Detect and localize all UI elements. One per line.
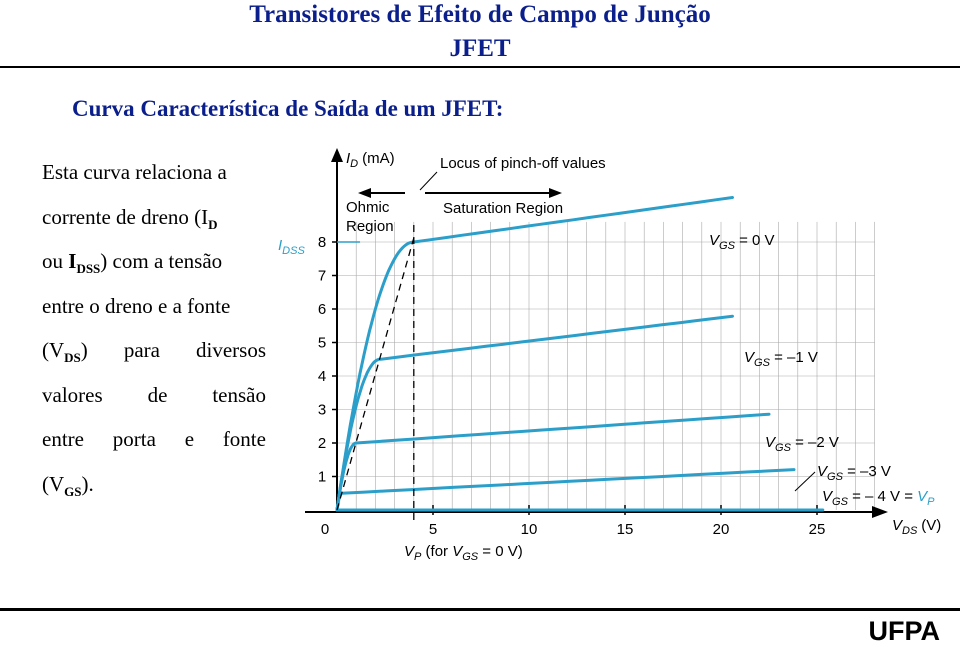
- x-tick-label: 25: [808, 521, 826, 538]
- vp-note-sub: P: [414, 551, 422, 563]
- para-subscript: D: [208, 216, 218, 232]
- series-label-eq: = –1 V: [769, 349, 818, 366]
- y-tick-label: 1: [317, 468, 327, 486]
- vp-note-v: V: [452, 543, 463, 560]
- idss-label-main: I: [278, 237, 283, 254]
- y-axis-arrow-icon: [331, 148, 343, 162]
- y-tick-label: 4: [317, 368, 327, 385]
- y-axis-label: [346, 150, 395, 170]
- para-line-2: [42, 195, 266, 240]
- para-word: entre: [42, 427, 84, 451]
- series-label-vgs-0: [709, 232, 775, 252]
- page-title: Transistores de Efeito de Campo de Junção: [249, 1, 711, 28]
- series-label-vp: V: [917, 488, 928, 505]
- x-axis-label-sub: DS: [902, 525, 918, 537]
- para-line-3: [42, 239, 266, 284]
- series-label-vgs-3: [817, 463, 891, 483]
- bottom-divider: [0, 608, 960, 611]
- para-bold-text: I: [68, 249, 77, 273]
- para-line-4: entre o dreno e a fonte: [42, 293, 231, 318]
- para-word: tensão: [212, 382, 266, 407]
- vp-note-main: V: [404, 543, 415, 560]
- x-tick-label: 20: [712, 521, 730, 538]
- idss-label: [278, 237, 305, 257]
- series-label-sub: GS: [754, 357, 770, 369]
- vp-note-text: (for: [421, 543, 453, 560]
- para-subscript: DS: [64, 350, 81, 365]
- saturation-label: Saturation Region: [443, 200, 564, 217]
- series-label-eq: = – 4 V =: [847, 488, 918, 505]
- locus-label: Locus of pinch-off values: [440, 155, 606, 172]
- saturation-arrow-icon: [549, 188, 562, 198]
- series-label-sub: GS: [832, 496, 848, 508]
- vp-note-label: [404, 543, 523, 563]
- series-label-eq: = 0 V: [734, 232, 775, 249]
- para-word: para: [123, 338, 160, 362]
- para-line-1: Esta curva relaciona a: [42, 160, 227, 184]
- x-axis-label-main: V: [892, 517, 903, 534]
- chart-ticks: [318, 234, 826, 538]
- series-curve-vgs-0: [337, 198, 733, 511]
- para-text: (V: [42, 338, 65, 362]
- series-curve-vgs-1: [337, 316, 733, 510]
- para-text: corrente de dreno (I: [42, 204, 209, 229]
- y-tick-label: 7: [317, 267, 327, 285]
- x-axis-label-unit: (V): [921, 517, 942, 534]
- x-tick-label: 10: [520, 521, 538, 538]
- ohmic-arrow-icon: [358, 188, 371, 198]
- series-label-eq: = –3 V: [842, 463, 891, 480]
- para-line-7: [42, 417, 266, 462]
- y-tick-label: 3: [317, 401, 327, 419]
- ohmic-label-line2: Region: [346, 218, 394, 235]
- x-tick-label: 0: [320, 521, 330, 538]
- para-text: ).: [81, 471, 94, 496]
- series-label-sub: GS: [827, 471, 843, 483]
- x-tick-label: 5: [428, 521, 438, 538]
- para-text: ou: [42, 249, 69, 273]
- series-label-v: V: [765, 434, 776, 451]
- locus-pointer-line: [420, 172, 437, 190]
- para-word: fonte: [222, 427, 266, 451]
- institution-logo-text: UFPA: [868, 616, 940, 646]
- series-label-sub: GS: [719, 240, 735, 252]
- x-tick-label: 15: [616, 521, 634, 538]
- para-word: valores: [42, 382, 103, 407]
- series-curve-vgs-2: [337, 414, 769, 510]
- para-line-6: [42, 373, 266, 418]
- series-label-vp-sub: P: [927, 496, 935, 508]
- y-tick-label: 5: [317, 334, 327, 352]
- series-label-v: V: [817, 463, 828, 480]
- para-text: (V: [42, 471, 65, 496]
- y-tick-label: 8: [317, 234, 327, 251]
- vp-note-gs: GS: [462, 551, 479, 563]
- page-title-acronym: JFET: [449, 35, 511, 62]
- series-label-v: V: [822, 488, 833, 505]
- description-paragraph: [42, 150, 266, 506]
- para-subscript: GS: [64, 483, 82, 499]
- y-axis-label-unit: (mA): [362, 150, 395, 167]
- para-text: ): [80, 338, 88, 362]
- series-label-vgs-1: [744, 349, 818, 369]
- vp-note-text-end: = 0 V): [478, 543, 523, 560]
- para-word: e: [184, 427, 195, 451]
- para-word: porta: [112, 427, 156, 451]
- x-axis-arrow-icon: [872, 506, 888, 518]
- series-label-vgs-2: [765, 434, 839, 454]
- top-divider: [0, 66, 960, 68]
- para-word: diversos: [196, 338, 266, 362]
- series-label-vgs-4: [822, 488, 935, 508]
- series-label-v: V: [709, 232, 720, 249]
- section-subtitle: Curva Característica de Saída de um JFET:: [72, 96, 504, 121]
- y-axis-label-sub: D: [350, 158, 359, 170]
- series-label-eq: = –2 V: [790, 434, 839, 451]
- para-subscript: DSS: [76, 261, 101, 276]
- series-label-v: V: [744, 349, 755, 366]
- idss-label-sub: DSS: [282, 245, 305, 257]
- x-axis-label: [892, 517, 941, 537]
- ohmic-label-line1: Ohmic: [346, 199, 390, 216]
- series-curve-vgs-3: [337, 470, 794, 510]
- para-word: [42, 328, 88, 373]
- jfet-characteristic-chart: [268, 140, 958, 580]
- para-text: ) com a tensão: [100, 249, 223, 273]
- para-line-5: [42, 328, 266, 373]
- y-axis-label-main: I: [346, 150, 351, 167]
- para-word: de: [147, 382, 168, 407]
- series-label-sub: GS: [775, 442, 791, 454]
- para-line-8: [42, 462, 266, 507]
- y-tick-label: 6: [317, 301, 327, 318]
- y-tick-label: 2: [317, 435, 327, 452]
